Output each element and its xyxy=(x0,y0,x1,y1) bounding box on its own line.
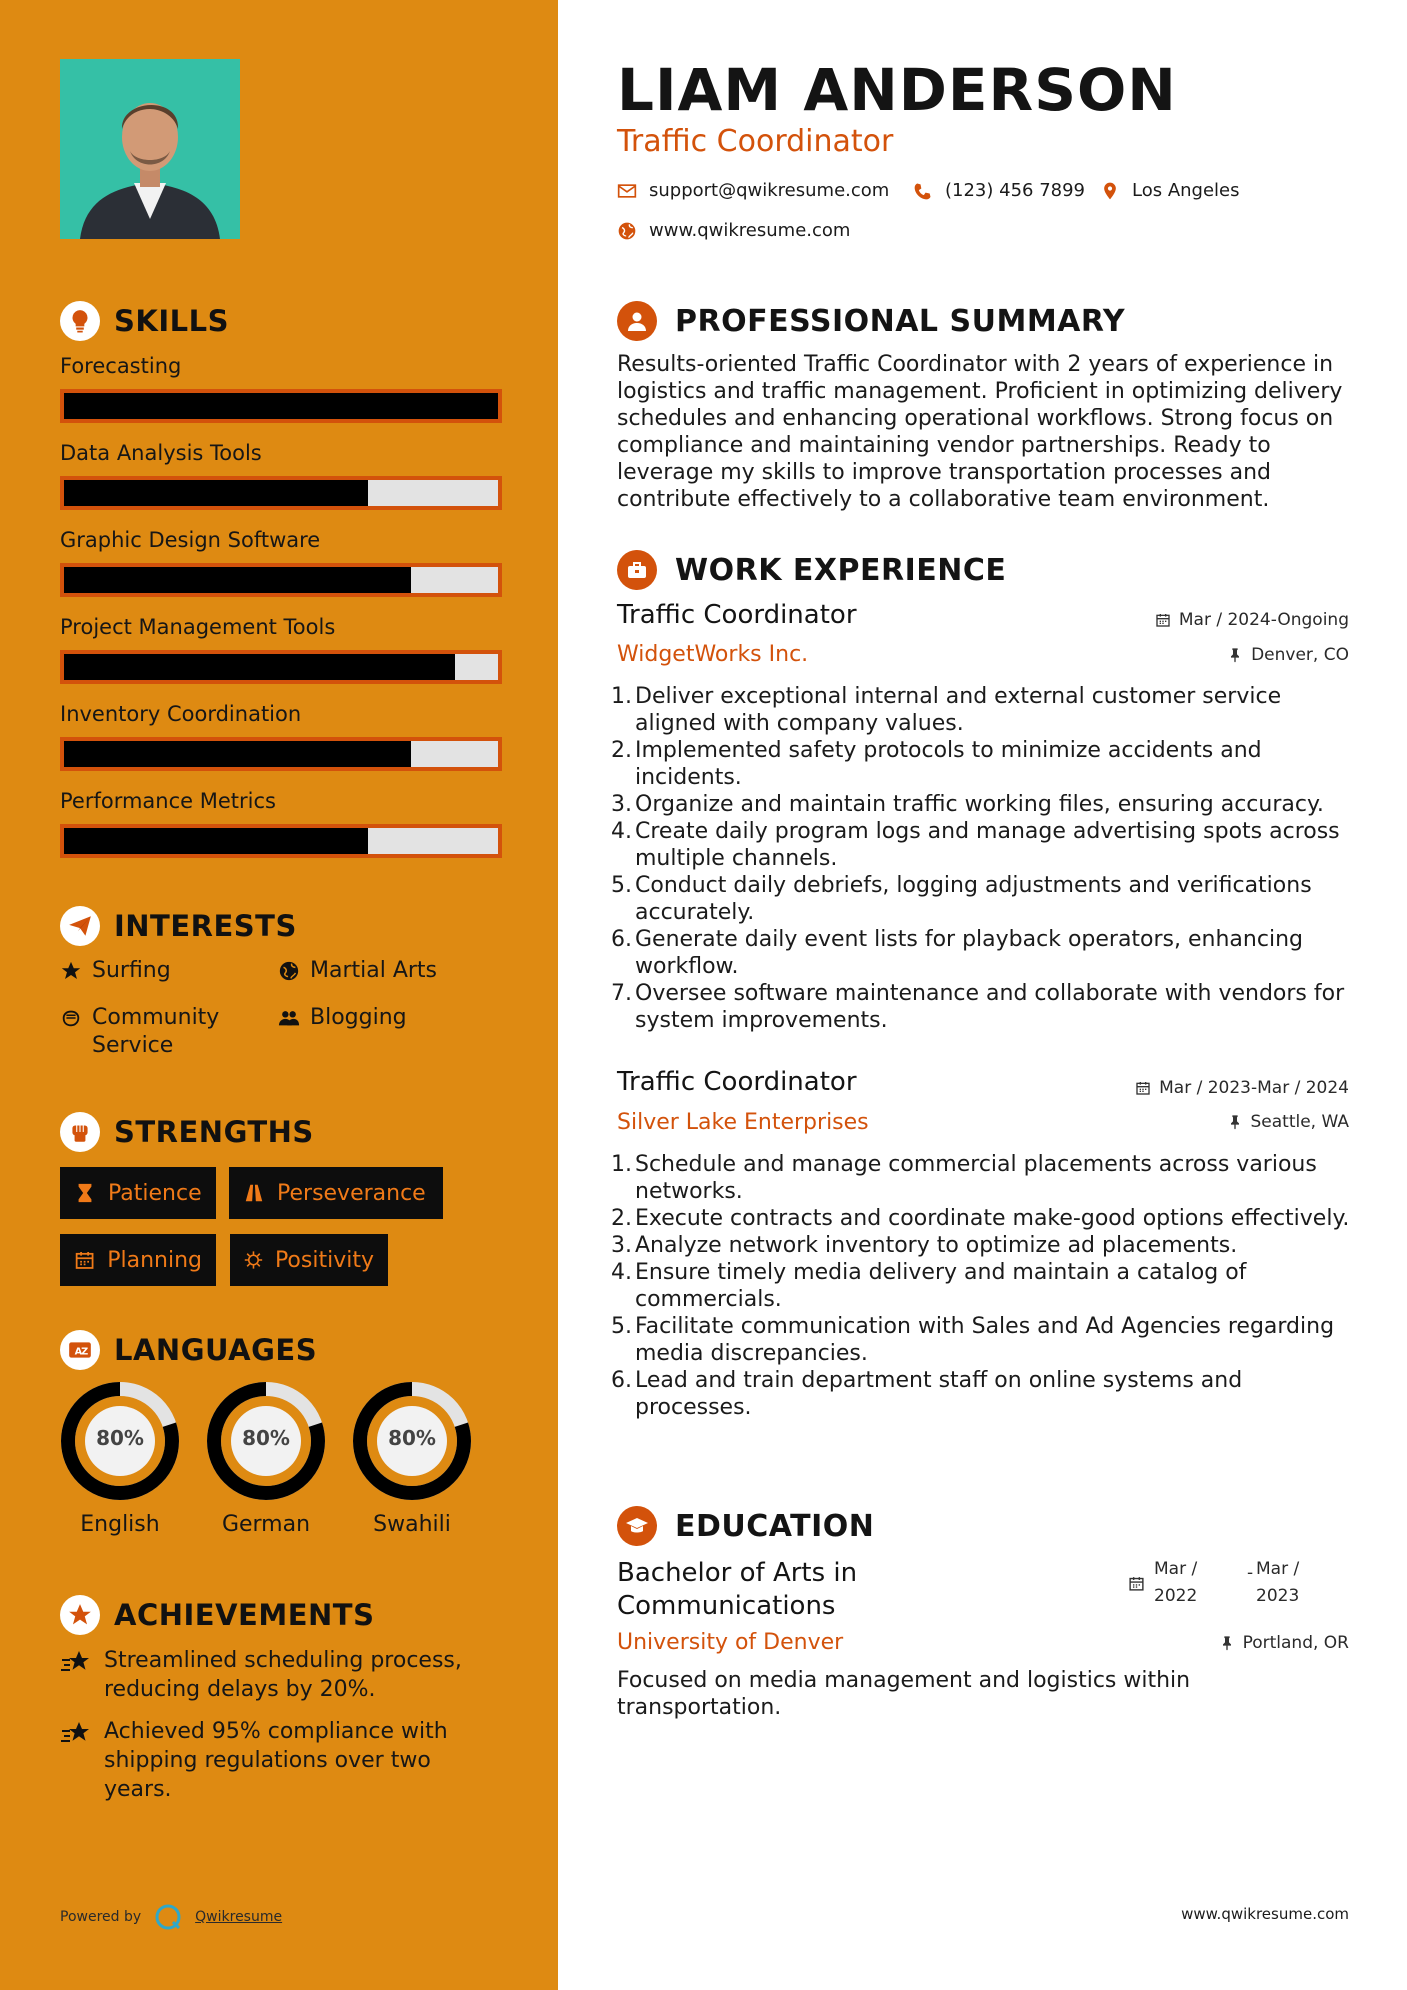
experience-heading: WORK EXPERIENCE xyxy=(617,550,1006,590)
contact-location xyxy=(1100,180,1240,201)
globe-icon xyxy=(278,960,300,982)
language-ring xyxy=(59,1380,181,1502)
skill-item xyxy=(60,351,502,423)
strength-badge xyxy=(229,1167,443,1219)
duty-text: Generate daily event lists for playback operators, enhancing workflow. xyxy=(635,927,1303,979)
interests-heading: INTERESTS xyxy=(60,906,297,946)
skill-name: Forecasting xyxy=(60,354,182,378)
powered-by-label: Powered by xyxy=(60,1909,142,1925)
achievement-item xyxy=(60,1646,500,1704)
skill-bar xyxy=(60,650,502,684)
skill-bar-fill xyxy=(64,480,368,506)
interest-label: Community Service xyxy=(92,1005,220,1058)
job-dates xyxy=(1155,610,1349,630)
interest-label: Martial Arts xyxy=(310,958,438,983)
duty-text: Analyze network inventory to optimize ad placements. xyxy=(635,1233,1238,1258)
edu-start-year: 2022 xyxy=(1154,1586,1198,1606)
skill-item xyxy=(60,699,502,771)
calendar-icon xyxy=(74,1249,95,1271)
sun-icon xyxy=(244,1249,263,1271)
job-dates-text: Mar / 2023-Mar / 2024 xyxy=(1159,1078,1349,1098)
strength-badge xyxy=(60,1167,216,1219)
strength-label: Positivity xyxy=(274,1247,374,1273)
duty-item xyxy=(611,791,1361,818)
duty-item xyxy=(611,1259,1361,1313)
language-item xyxy=(205,1380,327,1537)
pushpin-icon xyxy=(1227,647,1243,663)
skill-bar-fill xyxy=(64,741,411,767)
edu-location-text: Portland, OR xyxy=(1242,1633,1349,1653)
achievement-text: Achieved 95% compliance with shipping regulations over two years. xyxy=(104,1719,448,1802)
interest-item xyxy=(60,957,171,985)
briefcase-icon xyxy=(617,550,657,590)
duty-number: 3. xyxy=(611,792,632,817)
user-icon xyxy=(617,301,657,341)
sidebar xyxy=(0,0,558,1990)
star-icon xyxy=(60,1719,92,1749)
edu-date-separator: - xyxy=(1247,1563,1254,1583)
duty-item xyxy=(611,683,1361,737)
translate-icon xyxy=(60,1330,100,1370)
paper-plane-icon xyxy=(60,906,100,946)
duty-text: Organize and maintain traffic working files, ensuring accuracy. xyxy=(635,792,1324,817)
fist-icon xyxy=(60,1112,100,1152)
strengths-heading: STRENGTHS xyxy=(60,1112,314,1152)
job-company: WidgetWorks Inc. xyxy=(617,642,809,667)
skill-bar xyxy=(60,389,502,423)
powered-by xyxy=(60,1902,282,1932)
candidate-name: LIAM ANDERSON xyxy=(617,56,1177,124)
skill-bar-fill xyxy=(64,654,455,680)
education-heading: EDUCATION xyxy=(617,1506,874,1546)
strength-badge xyxy=(60,1234,216,1286)
job-location xyxy=(1227,645,1349,665)
job-dates-text: Mar / 2024-Ongoing xyxy=(1178,610,1349,630)
skill-bar-fill xyxy=(64,393,498,419)
duty-text: Schedule and manage commercial placements across various networks. xyxy=(635,1152,1317,1204)
edu-description: Focused on media management and logistics within transportation. xyxy=(617,1668,1191,1720)
users-icon xyxy=(278,1007,300,1029)
interest-item xyxy=(60,1004,260,1060)
skill-item xyxy=(60,786,502,858)
graduation-cap-icon xyxy=(617,1506,657,1546)
skill-bar xyxy=(60,824,502,858)
profile-photo xyxy=(60,59,240,239)
duty-text: Execute contracts and coordinate make-good options effectively. xyxy=(635,1206,1350,1231)
hand-icon xyxy=(60,1007,82,1029)
interest-label: Blogging xyxy=(310,1005,407,1030)
edu-location xyxy=(1219,1633,1349,1653)
skills-heading: SKILLS xyxy=(60,301,229,341)
language-name: English xyxy=(80,1512,160,1537)
contact-website[interactable] xyxy=(617,220,850,241)
interest-item xyxy=(278,957,437,985)
skill-item xyxy=(60,612,502,684)
email-text: support@qwikresume.com xyxy=(649,180,890,201)
job-title: Traffic Coordinator xyxy=(617,600,857,630)
pushpin-icon xyxy=(1219,1635,1235,1651)
duty-number: 4. xyxy=(611,819,632,844)
edu-end-date xyxy=(1256,1556,1299,1610)
calendar-icon xyxy=(1155,612,1171,628)
summary-heading: PROFESSIONAL SUMMARY xyxy=(617,301,1125,341)
job-title: Traffic Coordinator xyxy=(617,1067,857,1097)
duty-number: 1. xyxy=(611,1152,632,1177)
skill-bar-fill xyxy=(64,567,411,593)
envelope-icon xyxy=(617,181,637,201)
svg-text:Z: Z xyxy=(81,1346,89,1358)
phone-text: (123) 456 7899 xyxy=(945,180,1086,201)
duty-item xyxy=(611,1367,1361,1421)
duty-text: Create daily program logs and manage advertising spots across multiple channels. xyxy=(635,819,1340,871)
edu-start-date xyxy=(1154,1556,1197,1610)
duty-text: Facilitate communication with Sales and Ad Agencies regarding media discrepancies. xyxy=(635,1314,1335,1366)
school: University of Denver xyxy=(617,1630,844,1655)
duty-number: 5. xyxy=(611,1314,632,1339)
lightbulb-icon xyxy=(60,301,100,341)
skill-bar xyxy=(60,563,502,597)
achievements-heading: ACHIEVEMENTS xyxy=(60,1595,374,1635)
skill-name: Inventory Coordination xyxy=(60,702,302,726)
language-name: German xyxy=(221,1512,311,1537)
duty-item xyxy=(611,737,1361,791)
skill-name: Performance Metrics xyxy=(60,789,276,813)
location-text: Los Angeles xyxy=(1132,180,1240,201)
duty-text: Ensure timely media delivery and maintain a catalog of commercials. xyxy=(635,1260,1247,1312)
duty-number: 4. xyxy=(611,1260,632,1285)
language-name: Swahili xyxy=(373,1512,451,1537)
phone-icon xyxy=(913,181,933,201)
duty-text: Deliver exceptional internal and external customer service aligned with company values. xyxy=(635,684,1282,736)
job-dates xyxy=(1135,1078,1349,1098)
summary-text: Results-oriented Traffic Coordinator with 2 years of experience in logistics and traffic management. Proficient in optimizing delivery schedules and enhancing operational workflows. Strong focus on compliance and maintaining vendor partnerships. Ready to leverage my skills to improve transportation processes and contribute effectively to a collaborative team environment. xyxy=(617,352,1343,512)
duty-item xyxy=(611,872,1361,926)
achievement-text: Streamlined scheduling process, reducing delays by 20%. xyxy=(104,1648,462,1702)
duty-text: Lead and train department staff on online systems and processes. xyxy=(635,1368,1243,1420)
duty-item xyxy=(611,1151,1361,1205)
achievement-item xyxy=(60,1717,500,1804)
duty-number: 7. xyxy=(611,981,632,1006)
job-company: Silver Lake Enterprises xyxy=(617,1110,869,1135)
language-percent: 80% xyxy=(96,1426,144,1450)
language-percent: 80% xyxy=(388,1426,436,1450)
language-item xyxy=(59,1380,181,1537)
duty-number: 2. xyxy=(611,738,632,763)
strength-badge xyxy=(230,1234,388,1286)
duty-number: 1. xyxy=(611,684,632,709)
duty-item xyxy=(611,1313,1361,1367)
qwikresume-logo-icon xyxy=(153,1902,183,1932)
interest-label: Surfing xyxy=(92,958,171,983)
interest-item xyxy=(278,1004,407,1032)
languages-heading: A Z LANGUAGES xyxy=(60,1330,317,1370)
language-item xyxy=(351,1380,473,1537)
duty-number: 6. xyxy=(611,927,632,952)
skill-name: Graphic Design Software xyxy=(60,528,321,552)
skill-item xyxy=(60,525,502,597)
job-duties-list xyxy=(611,683,1361,1034)
calendar-icon xyxy=(1135,1080,1151,1096)
contact-email[interactable] xyxy=(617,180,889,201)
job-location xyxy=(1227,1112,1350,1132)
skill-bar xyxy=(60,737,502,771)
language-percent: 80% xyxy=(242,1426,290,1450)
duty-item xyxy=(611,1205,1361,1232)
strength-label: Perseverance xyxy=(277,1180,426,1206)
duty-number: 2. xyxy=(611,1206,632,1231)
degree xyxy=(617,1557,857,1623)
strength-label: Patience xyxy=(108,1180,202,1206)
degree-line-1: Bachelor of Arts in xyxy=(617,1558,858,1588)
contact-phone[interactable] xyxy=(913,180,1085,201)
skill-bar-fill xyxy=(64,828,368,854)
duty-text: Conduct daily debriefs, logging adjustments and verifications accurately. xyxy=(635,873,1312,925)
road-icon xyxy=(243,1182,265,1204)
duty-item xyxy=(611,926,1361,980)
edu-start-month: Mar / xyxy=(1154,1559,1198,1579)
skill-name: Data Analysis Tools xyxy=(60,441,262,465)
star-badge-icon xyxy=(60,1595,100,1635)
duty-item xyxy=(611,818,1361,872)
job-duties-list xyxy=(611,1151,1361,1421)
duty-number: 3. xyxy=(611,1233,632,1258)
job-location-text: Seattle, WA xyxy=(1250,1112,1349,1132)
duty-text: Implemented safety protocols to minimize accidents and incidents. xyxy=(635,738,1262,790)
duty-number: 5. xyxy=(611,873,632,898)
hourglass-icon xyxy=(74,1182,96,1204)
pushpin-icon xyxy=(1227,1114,1243,1130)
calendar-icon xyxy=(1128,1575,1145,1592)
qwikresume-link[interactable]: Qwikresume xyxy=(195,1909,283,1925)
language-ring xyxy=(205,1380,327,1502)
website-text: www.qwikresume.com xyxy=(649,220,851,241)
duty-item xyxy=(611,1232,1361,1259)
star-icon xyxy=(60,1648,92,1678)
globe-icon xyxy=(617,221,637,241)
candidate-role: Traffic Coordinator xyxy=(617,124,894,159)
strength-label: Planning xyxy=(107,1247,202,1273)
map-pin-icon xyxy=(1100,181,1120,201)
edu-end-month: Mar / xyxy=(1256,1559,1300,1579)
footer-url[interactable]: www.qwikresume.com xyxy=(1181,1905,1349,1923)
skill-bar xyxy=(60,476,502,510)
duty-text: Oversee software maintenance and collaborate with vendors for system improvements. xyxy=(635,981,1345,1033)
edu-end-year: 2023 xyxy=(1256,1586,1300,1606)
duty-number: 6. xyxy=(611,1368,632,1393)
language-ring xyxy=(351,1380,473,1502)
duty-item xyxy=(611,980,1361,1034)
skill-item xyxy=(60,438,502,510)
svg-text:A: A xyxy=(74,1346,83,1358)
degree-line-2: Communications xyxy=(617,1591,836,1621)
job-location-text: Denver, CO xyxy=(1251,645,1349,665)
skill-name: Project Management Tools xyxy=(60,615,336,639)
star-icon xyxy=(60,960,82,982)
